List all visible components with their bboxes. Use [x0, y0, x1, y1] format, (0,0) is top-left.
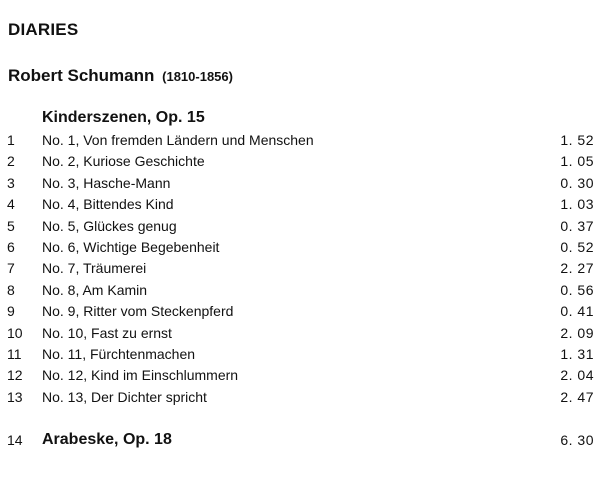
- track-duration: 0. 30: [560, 174, 594, 191]
- track-title: No. 4, Bittendes Kind: [42, 196, 174, 213]
- track-row: [0, 323, 600, 344]
- track-row: [0, 173, 600, 194]
- track-number: 9: [7, 303, 15, 320]
- track-title: No. 12, Kind im Einschlummern: [42, 367, 239, 384]
- track-row: [0, 258, 600, 279]
- track-title: No. 13, Der Dichter spricht: [42, 388, 207, 405]
- track-row: [0, 280, 600, 301]
- album-title: DIARIES: [8, 20, 79, 39]
- track-number: 7: [7, 260, 15, 277]
- track-number: 6: [7, 238, 15, 255]
- track-row: [0, 216, 600, 237]
- track-title: No. 5, Glückes genug: [42, 217, 177, 234]
- track-duration: 2. 47: [560, 388, 594, 405]
- track-number: 13: [7, 388, 23, 405]
- composer-name: Robert Schumann: [8, 66, 155, 85]
- track-number: 5: [7, 217, 15, 234]
- track-number: 14: [7, 432, 23, 448]
- track-row: [0, 194, 600, 215]
- track-duration: 6. 30: [560, 432, 594, 448]
- track-title: No. 6, Wichtige Begebenheit: [42, 238, 220, 255]
- track-row: [0, 130, 600, 151]
- track-duration: 2. 04: [560, 367, 594, 384]
- track-number: 4: [7, 196, 15, 213]
- track-duration: 0. 37: [560, 217, 594, 234]
- track-duration: 1. 05: [560, 153, 594, 170]
- track-title: No. 2, Kuriose Geschichte: [42, 153, 205, 170]
- track-duration: 2. 09: [560, 324, 594, 341]
- track-number: 10: [7, 324, 23, 341]
- track-title: No. 9, Ritter vom Steckenpferd: [42, 303, 234, 320]
- track-title: No. 3, Hasche-Mann: [42, 174, 171, 191]
- track-number: 11: [7, 345, 22, 362]
- track-number: 8: [7, 281, 15, 298]
- track-title: No. 11, Fürchtenmachen: [42, 345, 196, 362]
- composer-heading: [8, 66, 233, 86]
- track-duration: 1. 03: [560, 196, 594, 213]
- track-row: [0, 301, 600, 322]
- track-duration: 0. 52: [560, 238, 594, 255]
- work-title: Kinderszenen, Op. 15: [42, 109, 205, 126]
- track-row: [0, 387, 600, 408]
- track-title: No. 1, Von fremden Ländern und Menschen: [42, 132, 314, 148]
- track-duration: 1. 31: [560, 345, 594, 362]
- track-number: 3: [7, 174, 15, 191]
- track-row: [0, 365, 600, 386]
- final-track-title: Arabeske, Op. 18: [42, 431, 172, 448]
- track-duration: 0. 56: [560, 281, 594, 298]
- track-title: No. 7, Träumerei: [42, 260, 147, 277]
- final-track-row: [0, 429, 600, 451]
- track-row: [0, 344, 600, 365]
- track-row: [0, 237, 600, 258]
- composer-dates: (1810-1856): [162, 69, 233, 84]
- track-title: No. 8, Am Kamin: [42, 281, 148, 298]
- track-row: [0, 151, 600, 172]
- track-list: [0, 130, 600, 408]
- track-title: No. 10, Fast zu ernst: [42, 324, 172, 341]
- track-duration: 0. 41: [560, 303, 594, 320]
- track-duration: 2. 27: [560, 260, 594, 277]
- track-duration: 1. 52: [560, 132, 594, 148]
- track-number: 2: [7, 153, 15, 170]
- track-number: 12: [7, 367, 23, 384]
- track-number: 1: [7, 132, 15, 148]
